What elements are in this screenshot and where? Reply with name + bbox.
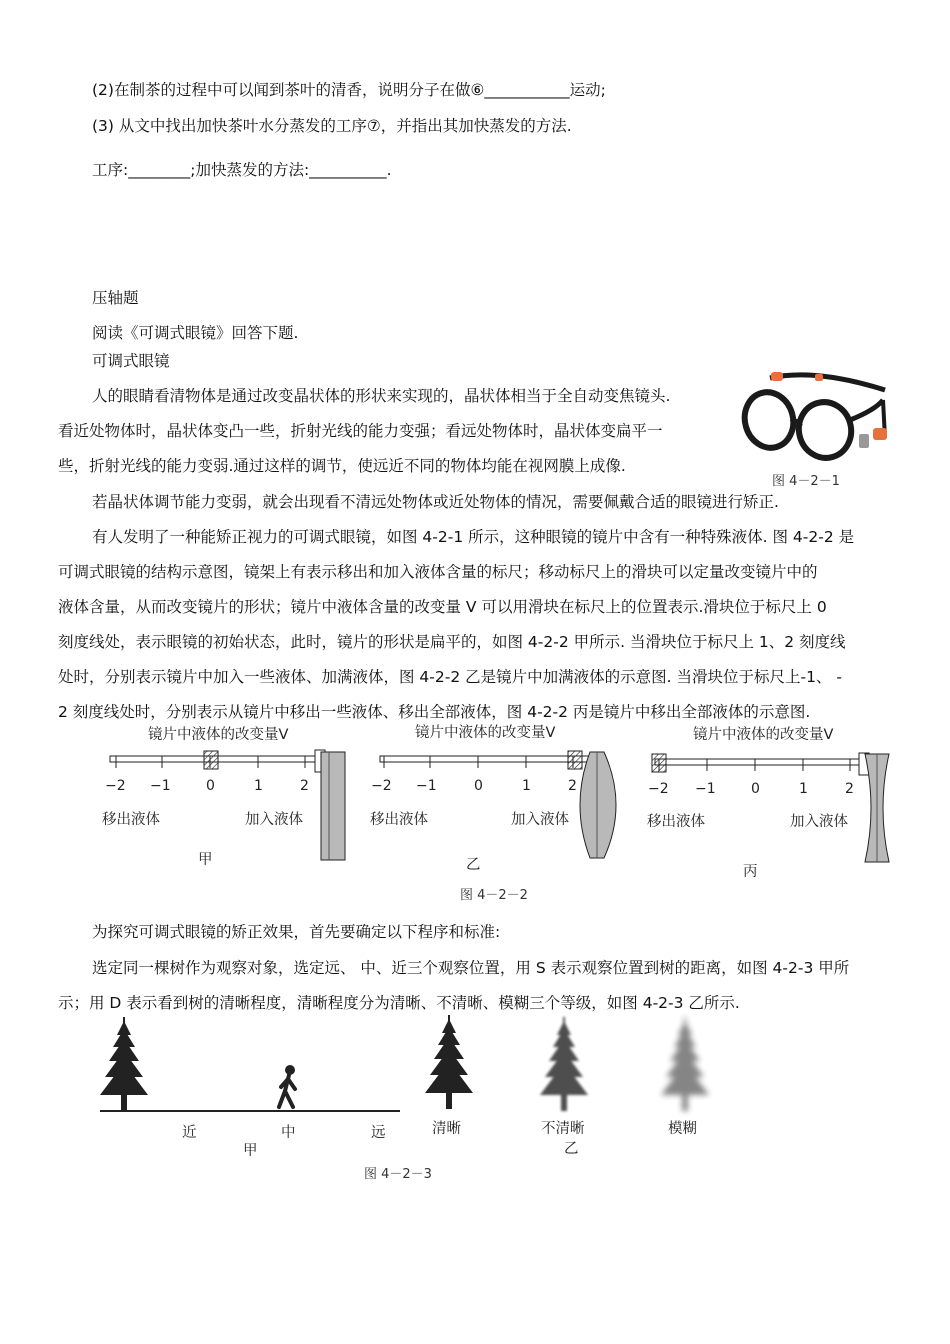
level-blurry: 模糊 (668, 1121, 697, 1137)
position-middle: 中 (281, 1125, 296, 1141)
article-title: 可调式眼镜 (92, 352, 170, 370)
tick-label-2: 2 (845, 781, 854, 797)
tick-label-m1: −1 (416, 778, 437, 794)
paragraph-3-line-3: 液体含量，从而改变镜片的形状；镜片中液体含量的改变量 V 可以用滑块在标尺上的位置表示.滑块位于标尺上 0 (58, 598, 827, 616)
figure-4-2-2-caption: 图 4－2－2 (460, 888, 528, 903)
tick-label-m2: −2 (105, 778, 126, 794)
position-far: 远 (371, 1125, 386, 1141)
figure-4-2-2-panel-jia (100, 722, 355, 867)
tree-icon (100, 1017, 148, 1111)
panel-name: 乙 (466, 857, 481, 873)
tick-label-0: 0 (206, 778, 215, 794)
adjustable-glasses-figure (735, 360, 895, 470)
section-instruction: 阅读《可调式眼镜》回答下题. (92, 324, 299, 342)
figure-4-2-2-panel-yi (368, 720, 633, 873)
axis-title: 镜片中液体的改变量V (693, 727, 834, 743)
tick-label-m2: −2 (371, 778, 392, 794)
paragraph-3-line-1: 有人发明了一种能矫正视力的可调式眼镜，如图 4-2-1 所示，这种眼镜的镜片中含有一种特殊液体. 图 4-2-2 是 (92, 528, 855, 546)
add-liquid-label: 加入液体 (511, 812, 569, 828)
tick-label-1: 1 (799, 781, 808, 797)
tick-label-2: 2 (568, 778, 577, 794)
remove-liquid-label: 移出液体 (102, 812, 160, 828)
remove-liquid-label: 移出液体 (647, 814, 705, 830)
panel-name: 甲 (198, 852, 213, 868)
slider (204, 751, 218, 769)
figure-4-2-2-panel-bing (645, 722, 900, 880)
paragraph-3-line-6: 2 刻度线处时，分别表示从镜片中移出一些液体、移出全部液体，图 4-2-2 丙是镜片中移出全部液体的示意图. (58, 703, 811, 721)
paragraph-3-line-5: 处时，分别表示镜片中加入一些液体、加满液体，图 4-2-2 乙是镜片中加满液体的示意图. 当滑块位于标尺上-1、 - (58, 668, 842, 686)
panel-name: 丙 (743, 864, 758, 880)
paragraph-3-line-4: 刻度线处，表示眼镜的初始状态，此时，镜片的形状是扁平的，如图 4-2-2 甲所示. 当滑块位于标尺上 1、2 刻度线 (58, 633, 846, 651)
section-heading: 压轴题 (92, 289, 139, 307)
paragraph-5-line-1: 选定同一棵树作为观察对象，选定远、 中、近三个观察位置，用 S 表示观察位置到树的距离，如图 4-2-3 甲所 (92, 959, 850, 977)
tree-blurry-icon (661, 1017, 709, 1111)
level-unclear: 不清晰 (541, 1121, 585, 1137)
remove-liquid-label: 移出液体 (370, 812, 428, 828)
question-3-answer: 工序:________;加快蒸发的方法:__________. (92, 161, 392, 179)
tick-label-0: 0 (474, 778, 483, 794)
paragraph-2: 若晶状体调节能力变弱，就会出现看不清远处物体或近处物体的情况，需要佩戴合适的眼镜进行矫正. (92, 493, 779, 511)
slider (568, 751, 582, 769)
axis-title: 镜片中液体的改变量V (415, 725, 556, 741)
paragraph-4: 为探究可调式眼镜的矫正效果，首先要确定以下程序和标准: (92, 923, 501, 941)
tick-label-m2: −2 (648, 781, 669, 797)
question-3: (3) 从文中找出加快茶叶水分蒸发的工序⑦，并指出其加快蒸发的方法. (92, 117, 572, 135)
lens-flat (321, 752, 345, 860)
position-near: 近 (182, 1125, 197, 1141)
figure-4-2-3-caption: 图 4－2－3 (364, 1167, 432, 1182)
paragraph-1-line-1: 人的眼睛看清物体是通过改变晶状体的形状来实现的，晶状体相当于全自动变焦镜头. (92, 387, 671, 405)
scene-name-yi: 乙 (564, 1141, 579, 1157)
axis-title: 镜片中液体的改变量V (148, 727, 289, 743)
level-clear: 清晰 (432, 1121, 461, 1137)
tick-label-1: 1 (522, 778, 531, 794)
tick-label-1: 1 (254, 778, 263, 794)
lens-convex (580, 752, 616, 858)
add-liquid-label: 加入液体 (245, 812, 303, 828)
paragraph-5-line-2: 示；用 D 表示看到树的清晰程度，清晰程度分为清晰、不清晰、模糊三个等级，如图 4-2-3 乙所示. (58, 994, 740, 1012)
slider (652, 754, 666, 772)
tick-label-2: 2 (300, 778, 309, 794)
add-liquid-label: 加入液体 (790, 814, 848, 830)
figure-4-2-1-caption: 图 4－2－1 (772, 474, 840, 489)
walking-person-icon (279, 1065, 295, 1107)
question-2: (2)在制茶的过程中可以闻到茶叶的清香，说明分子在做⑥___________运动; (92, 81, 606, 99)
paragraph-1-line-3: 些，折射光线的能力变弱.通过这样的调节，使远近不同的物体均能在视网膜上成像. (58, 457, 626, 475)
tree-unclear-icon (540, 1017, 588, 1111)
tick-label-0: 0 (751, 781, 760, 797)
tree-clear-icon (425, 1015, 473, 1109)
figure-4-2-3 (95, 1015, 735, 1165)
paragraph-1-line-2: 看近处物体时，晶状体变凸一些，折射光线的能力变强；看远处物体时，晶状体变扁平一 (58, 422, 663, 440)
paragraph-3-line-2: 可调式眼镜的结构示意图，镜架上有表示移出和加入液体含量的标尺；移动标尺上的滑块可以定量改变镜片中的 (58, 563, 818, 581)
scene-name-jia: 甲 (243, 1143, 258, 1159)
tick-label-m1: −1 (150, 778, 171, 794)
tick-label-m1: −1 (695, 781, 716, 797)
